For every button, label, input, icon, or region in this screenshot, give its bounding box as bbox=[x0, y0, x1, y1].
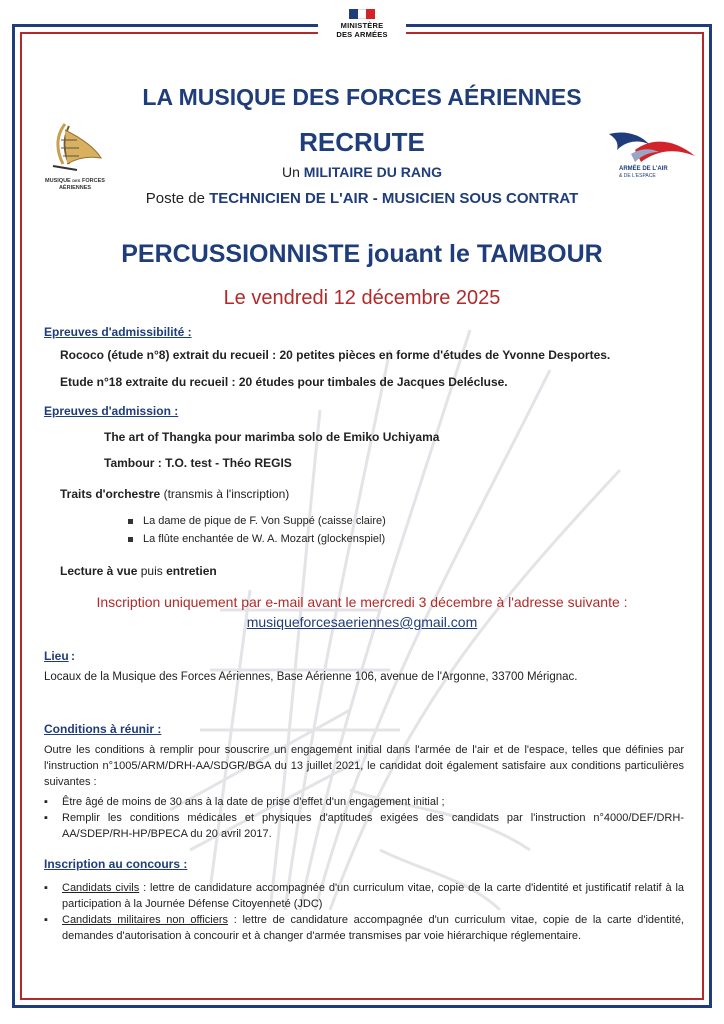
poste-value: TECHNICIEN DE L'AIR - MUSICIEN SOUS CONTRAT bbox=[209, 190, 579, 207]
trait-item-2-text: La flûte enchantée de W. A. Mozart (glockenspiel) bbox=[143, 533, 386, 545]
conditions-heading: Conditions à réunir : bbox=[44, 722, 162, 736]
ministry-line-1: MINISTÈRE bbox=[340, 21, 384, 30]
logo-left-word-3: AÉRIENNES bbox=[58, 185, 92, 191]
conditions-intro: Outre les conditions à remplir pour souscrire un engagement initial dans l'armée de l'air et de l'espace, telles que définies par l'instruction n°1005/ARM/DRH-AA/SDGR/BGA du 13 juillet 2021, le candidat doit également satisfaire aux conditions particulières suivantes : bbox=[44, 744, 684, 788]
condition-item-1 bbox=[44, 794, 684, 810]
admissibilite-heading: Epreuves d'admissibilité : bbox=[44, 325, 192, 339]
concours-heading: Inscription au concours : bbox=[44, 857, 188, 871]
condition-item-2 bbox=[44, 810, 684, 842]
poste-prefix: Poste de bbox=[145, 190, 205, 207]
poste-line bbox=[0, 190, 724, 207]
logo-left-word-2: FORCES bbox=[82, 178, 105, 184]
rank-prefix: Un bbox=[282, 164, 300, 180]
logo-right-line-1: ARMÉE DE L'AIR bbox=[619, 166, 668, 172]
french-flag-icon bbox=[349, 9, 375, 19]
bullet-square-icon bbox=[128, 519, 133, 524]
civils-text: : lettre de candidature accompagnée d'un curriculum vitae, copie de la carte d'identité et justificatif relatif à la participation à la Journée Défense Citoyenneté (JDC) bbox=[62, 882, 685, 910]
logo-left-word-1: MUSIQUE bbox=[45, 178, 71, 184]
traits-orchestre-line bbox=[60, 487, 289, 501]
job-title: PERCUSSIONNISTE jouant le TAMBOUR bbox=[121, 240, 603, 268]
bullet-square-icon bbox=[128, 537, 133, 542]
traits-note: (transmis à l'inscription) bbox=[163, 487, 290, 501]
concours-militaires bbox=[44, 912, 684, 944]
bullet-dot-icon: ▪ bbox=[44, 796, 48, 808]
trait-item-2 bbox=[128, 533, 385, 545]
admissibilite-piece-2: Etude n°18 extraite du recueil : 20 études pour timbales de Jacques Delécluse. bbox=[60, 375, 508, 389]
lieu-heading bbox=[44, 649, 69, 663]
trait-item-1 bbox=[128, 515, 386, 527]
admissibilite-piece-1: Rococo (étude n°8) extrait du recueil : 20 petites pièces en forme d'études de Yvonne Desportes. bbox=[60, 348, 611, 362]
ministry-logo bbox=[318, 6, 406, 46]
militaires-label: Candidats militaires non officiers bbox=[62, 914, 229, 926]
contact-email-link[interactable]: musiqueforcesaeriennes@gmail.com bbox=[246, 614, 478, 630]
trait-item-1-text: La dame de pique de F. Von Suppé (caisse claire) bbox=[143, 515, 386, 527]
lecture-line bbox=[60, 564, 217, 578]
lecture-mid: puis bbox=[140, 564, 163, 578]
bullet-dot-icon: ▪ bbox=[44, 882, 48, 894]
concours-civils bbox=[44, 880, 684, 912]
main-title: LA MUSIQUE DES FORCES AÉRIENNES bbox=[142, 84, 582, 110]
admission-piece-2: Tambour : T.O. test - Théo REGIS bbox=[104, 456, 292, 470]
logo-left-word-small: DES bbox=[72, 178, 81, 183]
lecture-label: Lecture à vue bbox=[60, 564, 138, 578]
bullet-dot-icon: ▪ bbox=[44, 914, 48, 926]
ministry-line-2: DES ARMÉES bbox=[336, 30, 388, 39]
recrute-title: RECRUTE bbox=[299, 127, 425, 157]
lieu-heading-colon: : bbox=[71, 649, 75, 663]
exam-date: Le vendredi 12 décembre 2025 bbox=[223, 287, 501, 309]
condition-item-1-text: Être âgé de moins de 30 ans à la date de prise d'effet d'un engagement initial ; bbox=[62, 796, 445, 808]
lecture-end: entretien bbox=[166, 564, 217, 578]
bullet-dot-icon: ▪ bbox=[44, 812, 48, 824]
rank-line bbox=[0, 164, 724, 180]
inscription-notice: Inscription uniquement par e-mail avant le mercredi 3 décembre à l'adresse suivante : bbox=[96, 594, 628, 610]
rank-value: MILITAIRE DU RANG bbox=[303, 164, 442, 180]
admission-heading: Epreuves d'admission : bbox=[44, 404, 179, 418]
admission-piece-1: The art of Thangka pour marimba solo de Emiko Uchiyama bbox=[104, 430, 440, 444]
lieu-address: Locaux de la Musique des Forces Aériennes, Base Aérienne 106, avenue de l'Argonne, 33700 Mérignac. bbox=[44, 671, 578, 683]
condition-item-2-text: Remplir les conditions médicales et physiques d'aptitudes exigées des candidats par l'instruction n°4000/DEF/DRH-AA/SDEP/RH-HP/BPECA du 20 avril 2017. bbox=[62, 812, 684, 840]
lieu-heading-text: Lieu bbox=[44, 649, 69, 663]
traits-label: Traits d'orchestre bbox=[60, 487, 161, 501]
militaires-text: : lettre de candidature accompagnée d'un curriculum vitae, copie de la carte d'identité, demandes d'autorisation à concourir et à changer d'armée transmises par voie hiérarchique réglementaire. bbox=[62, 914, 684, 942]
civils-label: Candidats civils bbox=[62, 882, 140, 894]
logo-right-line-2: & DE L'ESPACE bbox=[619, 173, 656, 179]
